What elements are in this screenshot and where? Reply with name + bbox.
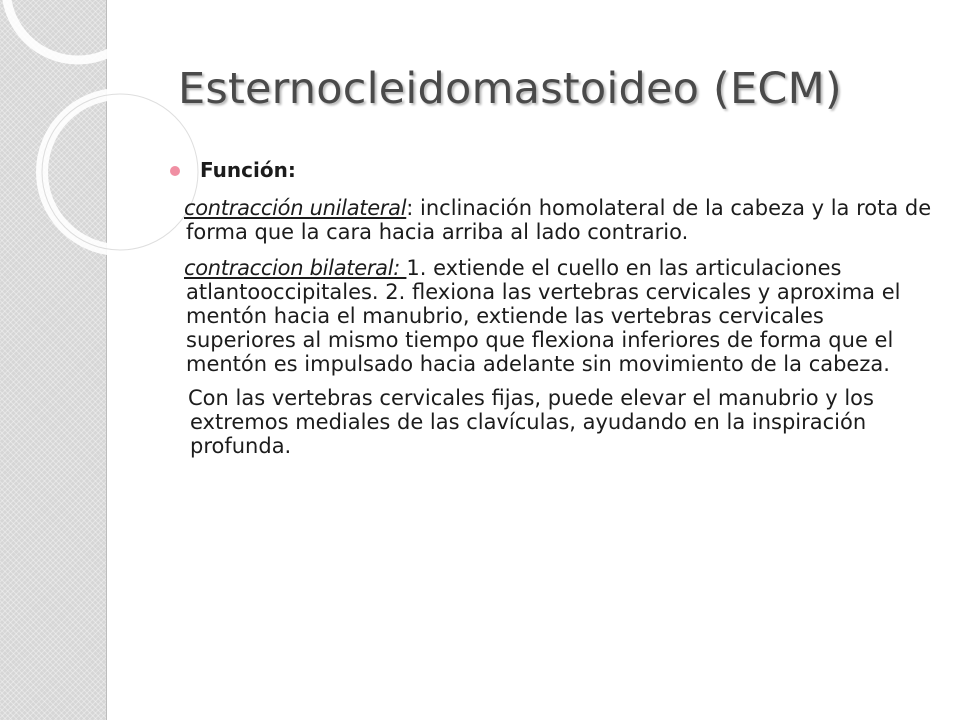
bullet-dot-icon bbox=[170, 166, 180, 176]
paragraph-unilateral bbox=[170, 196, 940, 244]
paragraph-bilateral bbox=[170, 256, 940, 376]
paragraph-lead-bilateral: contraccion bilateral: bbox=[184, 256, 407, 280]
slide-content bbox=[170, 152, 940, 468]
bullet-label: Función: bbox=[200, 158, 296, 182]
paragraph-text-unilateral: : inclinación homolateral de la cabeza y la rota de forma que la cara hacia arriba al lado contrario. bbox=[186, 196, 932, 244]
paragraph-lead-unilateral: contracción unilateral bbox=[184, 196, 407, 220]
decorative-rings bbox=[0, 0, 180, 260]
slide-title: Esternocleidomastoideo (ECM) bbox=[178, 64, 842, 114]
bullet-funcion bbox=[170, 158, 940, 182]
paragraph-text-bilateral: 1. extiende el cuello en las articulaciones atlantooccipitales. 2. flexiona las vertebras cervicales y aproxima el mentón hacia el manubrio, extiende las vertebras cervicales superiores al mismo tiempo que flexiona inferiores de forma que el mentón es impulsado hacia adelante sin movimiento de la cabeza. bbox=[186, 256, 901, 376]
paragraph-vertebras-fijas: Con las vertebras cervicales fijas, puede elevar el manubrio y los extremos mediales de las clavículas, ayudando en la inspiración profunda. bbox=[188, 386, 874, 458]
